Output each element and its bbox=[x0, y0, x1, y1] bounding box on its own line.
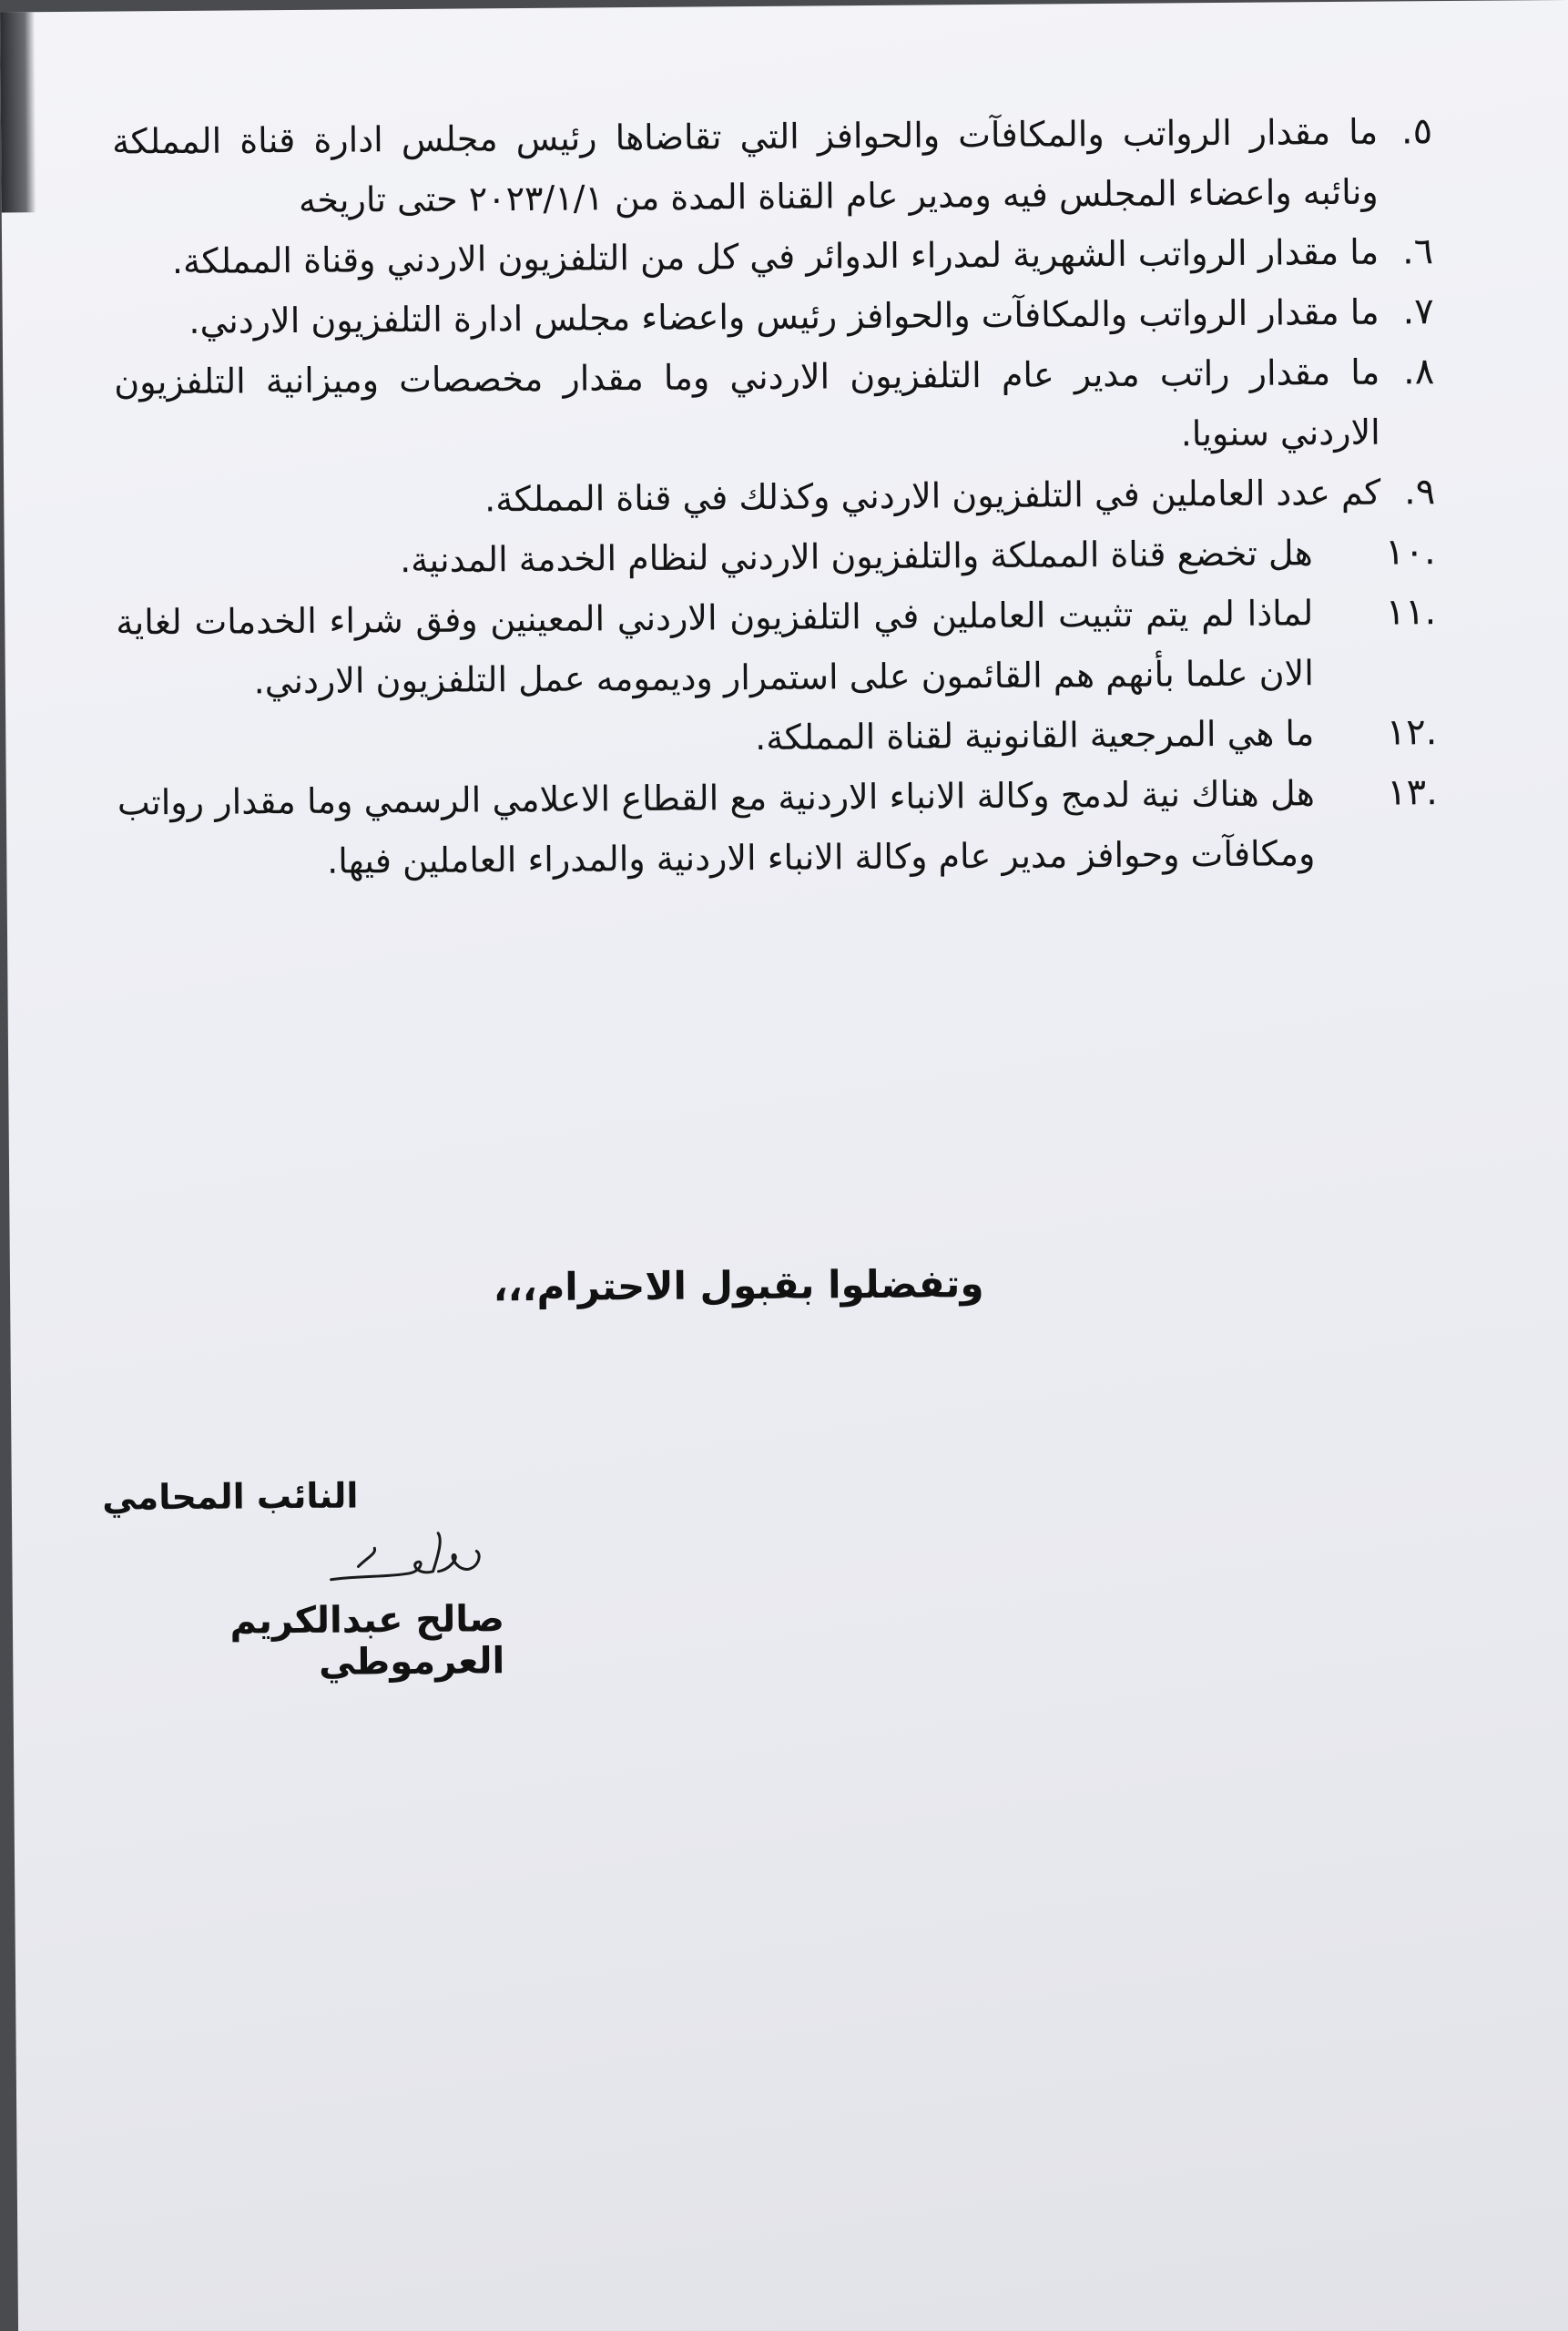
item-number: .١٢ bbox=[1386, 711, 1438, 754]
list-item bbox=[116, 522, 1436, 592]
item-text: ما مقدار الرواتب الشهرية لمدراء الدوائر في كل من التلفزيون الاردني وقناة المملكة. bbox=[171, 231, 1380, 282]
item-number: ٦. bbox=[1401, 230, 1434, 273]
item-number: .١١ bbox=[1385, 591, 1437, 634]
signature-block bbox=[48, 1474, 505, 1685]
signer-name: صالح عبدالكريم العرموطي bbox=[229, 1598, 505, 1684]
list-item bbox=[115, 462, 1435, 532]
item-text: ما مقدار راتب مدير عام التلفزيون الاردني وما مقدار مخصصات وميزانية التلفزيون الاردني سنويا. bbox=[114, 351, 1380, 454]
list-item bbox=[113, 221, 1433, 291]
item-text: كم عدد العاملين في التلفزيون الاردني وكذلك في قناة المملكة. bbox=[484, 472, 1381, 520]
list-item bbox=[112, 101, 1433, 231]
item-text: ما مقدار الرواتب والمكافآت والحوافز رئيس واعضاء مجلس ادارة التلفزيون الاردني. bbox=[188, 291, 1380, 341]
item-number: .١٠ bbox=[1384, 531, 1436, 574]
signer-title: النائب المحامي bbox=[102, 1475, 359, 1518]
questions-list bbox=[112, 101, 1439, 892]
handwritten-signature bbox=[321, 1522, 504, 1596]
closing-line: وتفضلوا بقبول الاحترام،،، bbox=[493, 1261, 984, 1310]
list-item bbox=[113, 281, 1433, 351]
list-item bbox=[116, 582, 1437, 712]
list-item bbox=[117, 702, 1437, 772]
item-number: ٩. bbox=[1403, 471, 1436, 514]
list-item bbox=[117, 762, 1439, 892]
item-number: ٥. bbox=[1400, 110, 1433, 153]
page-edge-shadow bbox=[0, 12, 36, 212]
list-item bbox=[114, 341, 1435, 472]
item-text: لماذا لم يتم تثبيت العاملين في التلفزيون الاردني المعينين وفق شراء الخدمات لغاية الان علما بأنهم هم القائمون على استمرار وديمومه عمل التلفزيون الاردني. bbox=[116, 593, 1314, 702]
item-number: ٧. bbox=[1402, 290, 1434, 333]
item-text: ما مقدار الرواتب والمكافآت والحوافز التي تقاضاها رئيس مجلس ادارة قناة المملكة ونائبه واعضاء المجلس فيه ومدير عام القناة المدة من ٢٠٢٣/١/١ حتى تاريخه bbox=[111, 111, 1379, 220]
item-text: هل هناك نية لدمج وكالة الانباء الاردنية مع القطاع الاعلامي الرسمي وما مقدار رواتب ومكافآت وحوافز مدير عام وكالة الانباء الاردنية والمدراء العاملين فيها. bbox=[117, 773, 1316, 881]
item-text: ما هي المرجعية القانونية لقناة المملكة. bbox=[754, 713, 1315, 758]
item-number: .١٣ bbox=[1386, 771, 1439, 814]
item-number: ٨. bbox=[1402, 351, 1435, 393]
item-text: هل تخضع قناة المملكة والتلفزيون الاردني لنظام الخدمة المدنية. bbox=[399, 533, 1313, 581]
